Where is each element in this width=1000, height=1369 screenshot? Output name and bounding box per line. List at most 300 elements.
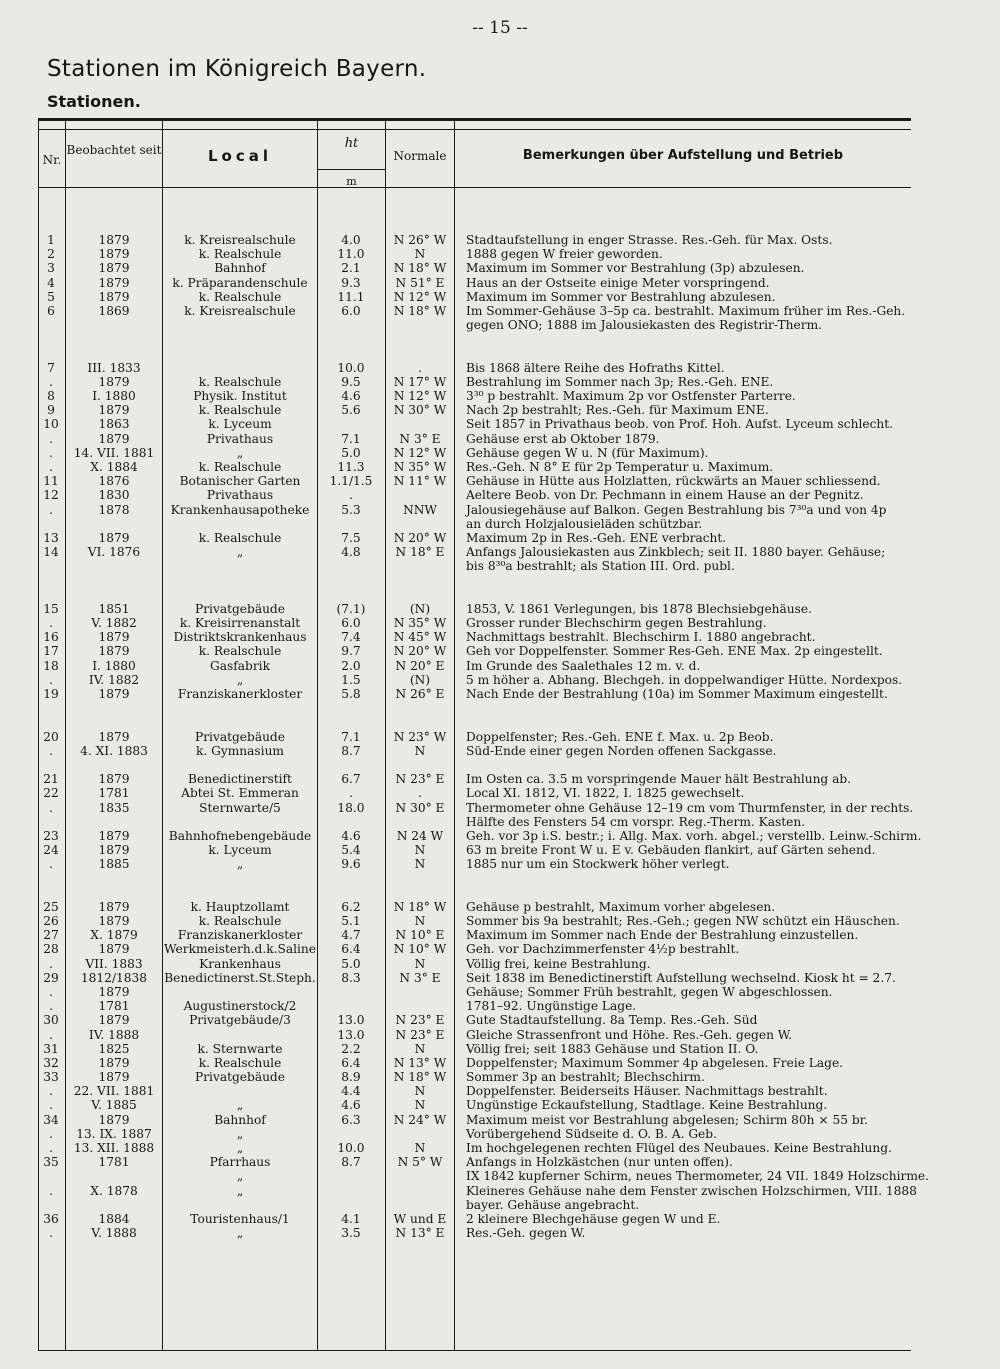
table-row (38, 602, 918, 616)
normale-direction: N (414, 1141, 426, 1155)
remarks-text: Vorübergehend Südseite d. O. B. A. Geb. (466, 1126, 717, 1141)
station-number: 28 (43, 942, 59, 957)
observed-since: 1879 (98, 1112, 130, 1127)
station-number: 17 (43, 644, 59, 659)
remarks-text: Seit 1857 in Privathaus beob. von Prof. Hoh. Aufst. Lyceum schlecht. (466, 417, 894, 432)
table-row (38, 1113, 918, 1127)
height-value: (7.1) (336, 601, 366, 616)
header-ht: ht (344, 136, 359, 151)
normale-direction: N 3° E (399, 970, 441, 985)
table-row (38, 1056, 918, 1070)
row-spacer (38, 588, 918, 602)
station-number: 9 (47, 403, 55, 418)
station-location: k. Lyceum (208, 417, 272, 432)
station-location: k. Realschule (198, 403, 282, 418)
normale-direction: N 23° E (395, 1013, 445, 1028)
normale-direction: N 18° E (395, 545, 445, 560)
height-value: 7.1 (341, 729, 361, 744)
station-number: 4 (47, 275, 55, 290)
table-row (38, 361, 918, 375)
observed-since: 1879 (98, 828, 130, 843)
station-number: 19 (43, 687, 59, 701)
table-row (38, 247, 918, 261)
station-number: . (49, 460, 53, 474)
table-row (38, 233, 918, 247)
height-value: 4.6 (341, 1098, 361, 1113)
height-value: 4.0 (341, 233, 361, 247)
station-number: . (49, 1027, 53, 1042)
station-location: Bahnhof (214, 1112, 266, 1127)
remarks-text: Ungünstige Eckaufstellung, Stadtlage. Keine Bestrahlung. (466, 1098, 828, 1113)
normale-direction: N (414, 1041, 426, 1056)
observed-since: 1879 (98, 261, 130, 276)
station-location: Sternwarte/5 (199, 800, 281, 815)
height-value: 9.3 (341, 275, 361, 290)
remarks-text: Local XI. 1812, VI. 1822, I. 1825 gewechselt. (466, 786, 745, 801)
table-row (38, 687, 918, 701)
station-number: 18 (43, 658, 59, 673)
normale-direction: N 13° W (393, 1055, 447, 1070)
station-number: 11 (43, 474, 59, 489)
table-row (38, 1098, 918, 1112)
height-value: 5.0 (341, 956, 361, 971)
row-spacer (38, 701, 918, 715)
station-location: Privatgebäude (195, 601, 285, 616)
normale-direction: N (414, 956, 426, 971)
table-row (38, 843, 918, 857)
station-number: . (49, 1141, 53, 1155)
observed-since: 1879 (98, 729, 130, 744)
height-value: 11.3 (337, 460, 365, 474)
normale-direction: W und E (393, 1211, 447, 1226)
remarks-text: Sommer 3p an bestrahlt; Blechschirm. (466, 1070, 705, 1085)
observed-since: I. 1880 (92, 658, 136, 673)
table-row (38, 503, 918, 517)
table-row (38, 1184, 918, 1198)
table-row (38, 1169, 929, 1184)
remarks-text: bis 8³⁰a bestrahlt; als Station III. Ord. publ. (466, 559, 735, 574)
station-number: 1 (47, 233, 55, 247)
height-value: . (349, 786, 353, 801)
observed-since: 1885 (98, 857, 130, 872)
height-value: 6.3 (341, 1112, 361, 1127)
height-value: 6.2 (341, 899, 361, 914)
station-number: . (49, 431, 53, 446)
observed-since: I. 1880 (92, 389, 136, 404)
station-location: k. Kreisrealschule (184, 303, 296, 318)
header-bottom-rule (39, 187, 911, 188)
table-row (38, 1013, 918, 1027)
table-row (38, 1155, 918, 1169)
height-value: 5.6 (341, 403, 361, 418)
table-row (38, 999, 918, 1013)
observed-since: 1781 (98, 786, 130, 801)
remarks-text: 63 m breite Front W u. E v. Gebäuden flankirt, auf Gärten sehend. (466, 843, 876, 858)
height-value: 1.5 (341, 672, 361, 687)
station-location: k. Realschule (198, 247, 282, 262)
remarks-text: Doppelfenster; Res.-Geh. ENE f. Max. u. 2p Beob. (466, 729, 774, 744)
table-row (38, 801, 918, 815)
height-value: 9.7 (341, 644, 361, 659)
observed-since: 1879 (98, 275, 130, 290)
observed-since: 1869 (98, 303, 130, 318)
station-location: Pfarrhaus (209, 1155, 271, 1170)
station-location: Distriktskrankenhaus (173, 630, 307, 645)
observed-since: X. 1884 (90, 460, 138, 474)
height-value: 3.5 (341, 1226, 361, 1241)
table-row (38, 290, 918, 304)
table-row (38, 403, 918, 417)
remarks-text: Gehäuse gegen W u. N (für Maximum). (466, 445, 709, 460)
station-number: . (49, 1183, 53, 1198)
normale-direction: N 5° W (397, 1155, 443, 1170)
table-row (38, 971, 918, 985)
station-location: „ (236, 1226, 244, 1241)
remarks-text: Grosser runder Blechschirm gegen Bestrahlung. (466, 616, 767, 631)
normale-direction: N 18° W (393, 261, 447, 276)
table-row (38, 659, 918, 673)
normale-direction: N (414, 1098, 426, 1113)
normale-direction: N 10° E (395, 928, 445, 943)
remarks-text: Doppelfenster; Maximum Sommer 4p abgelesen. Freie Lage. (466, 1055, 844, 1070)
station-number: 5 (47, 289, 55, 304)
header-nr: Nr. (42, 153, 62, 167)
observed-since: 1835 (98, 800, 130, 815)
table-row (38, 744, 918, 758)
station-location: „ (236, 1169, 244, 1184)
height-value: 4.6 (341, 389, 361, 404)
observed-since: 14. VII. 1881 (73, 445, 155, 460)
header-beobachtet: Beobachtet seit (66, 143, 162, 157)
station-location: k. Gymnasium (196, 743, 284, 758)
table-row (38, 488, 918, 502)
station-number: . (49, 1084, 53, 1099)
station-location: k. Kreisirrenanstalt (179, 616, 301, 631)
height-value: 8.9 (341, 1070, 361, 1085)
station-number: 7 (47, 360, 55, 375)
station-number: . (49, 672, 53, 687)
station-number: 32 (43, 1055, 59, 1070)
height-value: 10.0 (337, 360, 365, 375)
station-location: Physik. Institut (193, 389, 287, 404)
remarks-text: 2 kleinere Blechgehäuse gegen W und E. (466, 1211, 721, 1226)
observed-since: 1879 (98, 942, 130, 957)
station-number: . (49, 984, 53, 999)
observed-since: 1879 (98, 233, 130, 247)
remarks-text: Gehäuse p bestrahlt, Maximum vorher abgelesen. (466, 899, 776, 914)
station-number: 23 (43, 828, 59, 843)
height-value: 5.3 (341, 502, 361, 517)
normale-direction: N 10° W (393, 942, 447, 957)
remarks-text: Anfangs in Holzkästchen (nur unten offen). (466, 1155, 733, 1170)
station-location: „ (236, 1126, 244, 1141)
table-row (38, 432, 918, 446)
remarks-text: Nach Ende der Bestrahlung (10a) im Sommer Maximum eingestellt. (466, 687, 888, 701)
station-number: 29 (43, 970, 59, 985)
header-normale: Normale (393, 149, 447, 163)
normale-direction: N 17° W (393, 374, 447, 389)
table-row (38, 474, 918, 488)
station-number: 25 (43, 899, 59, 914)
normale-direction: N 18° W (393, 899, 447, 914)
station-number: . (49, 374, 53, 389)
height-value: 18.0 (337, 800, 365, 815)
station-location: k. Realschule (198, 1055, 282, 1070)
header-rule (39, 129, 911, 130)
station-number: 27 (43, 928, 59, 943)
section-subtitle: Stationen. (47, 92, 141, 111)
station-number: 13 (43, 530, 59, 545)
station-number: 22 (43, 786, 59, 801)
station-location: Krankenhaus (199, 956, 281, 971)
row-spacer (38, 332, 918, 346)
station-location: Augustinerstock/2 (183, 999, 297, 1014)
observed-since: 1879 (98, 403, 130, 418)
height-value: 5.0 (341, 445, 361, 460)
station-number: 35 (43, 1155, 59, 1170)
observed-since: VII. 1883 (85, 956, 143, 971)
normale-direction: NNW (403, 502, 437, 517)
normale-direction: (N) (409, 672, 431, 687)
normale-direction: N 24 W (396, 828, 444, 843)
normale-direction: (N) (409, 601, 431, 616)
remarks-text: Anfangs Jalousiekasten aus Zinkblech; seit II. 1880 bayer. Gehäuse; (466, 545, 886, 560)
station-location: „ (236, 545, 244, 560)
remarks-text: 1853, V. 1861 Verlegungen, bis 1878 Blechsiebgehäuse. (466, 601, 812, 616)
observed-since: 1830 (98, 488, 130, 503)
station-number: 24 (43, 843, 59, 858)
table-row (38, 985, 918, 999)
remarks-text: 1781–92. Ungünstige Lage. (466, 999, 637, 1014)
station-number: 21 (43, 772, 59, 787)
station-location: k. Hauptzollamt (190, 899, 290, 914)
station-location: „ (236, 1098, 244, 1113)
height-value: 2.2 (341, 1041, 361, 1056)
table-row (38, 559, 918, 573)
station-number: . (49, 1098, 53, 1113)
height-value: 6.0 (341, 303, 361, 318)
station-number: 8 (47, 389, 55, 404)
observed-since: 1876 (98, 474, 130, 489)
table-row (38, 375, 918, 389)
station-location: k. Realschule (198, 530, 282, 545)
observed-since: 1879 (98, 431, 130, 446)
observed-since: 1825 (98, 1041, 130, 1056)
normale-direction: N 20° W (393, 644, 447, 659)
remarks-text: 3³⁰ p bestrahlt. Maximum 2p vor Ostfenster Parterre. (466, 389, 796, 404)
ht-unit-rule (318, 169, 385, 170)
table-row (38, 1127, 918, 1141)
normale-direction: N (414, 914, 426, 928)
remarks-text: Thermometer ohne Gehäuse 12–19 cm vom Thurmfenster, in der rechts. (466, 800, 914, 815)
remarks-text: Maximum im Sommer vor Bestrahlung abzulesen. (466, 289, 776, 304)
table-row (38, 460, 918, 474)
station-location: k. Realschule (198, 289, 282, 304)
station-location: k. Realschule (198, 374, 282, 389)
normale-direction: N 51° E (395, 275, 445, 290)
station-location: Benedictinerstift (188, 772, 292, 787)
height-value: 5.8 (341, 687, 361, 701)
normale-direction: N 30° E (395, 800, 445, 815)
observed-since: 1879 (98, 687, 130, 701)
table-row (38, 318, 918, 332)
normale-direction: N (414, 857, 426, 872)
height-value: 8.7 (341, 743, 361, 758)
observed-since: X. 1879 (90, 928, 138, 943)
height-value: 8.7 (341, 1155, 361, 1170)
remarks-text: IX 1842 kupferner Schirm, neues Thermometer, 24 VII. 1849 Holzschirme. (466, 1169, 929, 1184)
table-row (38, 545, 918, 559)
station-number: . (49, 445, 53, 460)
row-spacer (38, 715, 918, 729)
table-row (38, 1212, 918, 1226)
station-location: „ (236, 1141, 244, 1155)
observed-since: 13. IX. 1887 (76, 1126, 152, 1141)
observed-since: 1879 (98, 984, 130, 999)
height-value: 4.4 (341, 1084, 361, 1099)
observed-since: 4. XI. 1883 (80, 743, 148, 758)
station-number: 12 (43, 488, 59, 503)
table-row (38, 772, 918, 786)
height-value: 6.7 (341, 772, 361, 787)
station-location: k. Lyceum (208, 843, 272, 858)
normale-direction: N 35° W (393, 616, 447, 631)
height-value: . (349, 488, 353, 503)
remarks-text: Res.-Geh. N 8° E für 2p Temperatur u. Maximum. (466, 460, 774, 474)
station-location: Abtei St. Emmeran (181, 786, 299, 801)
table-row (38, 900, 918, 914)
header-bemerkungen: Bemerkungen über Aufstellung und Betrieb (522, 148, 844, 163)
observed-since: 1884 (98, 1211, 130, 1226)
table-row (38, 942, 918, 956)
height-value: 5.1 (341, 914, 361, 928)
observed-since: 13. XII. 1888 (73, 1141, 155, 1155)
normale-direction: N 12° W (393, 289, 447, 304)
station-location: k. Präparandenschule (172, 275, 308, 290)
observed-since: 1879 (98, 772, 130, 787)
remarks-text: Gute Stadtaufstellung. 8a Temp. Res.-Geh. Süd (466, 1013, 758, 1028)
height-value: 6.4 (341, 942, 361, 957)
station-location: Bahnhofnebengebäude (168, 828, 312, 843)
observed-since: 1879 (98, 289, 130, 304)
remarks-text: Nach 2p bestrahlt; Res.-Geh. für Maximum ENE. (466, 403, 769, 418)
observed-since: 1879 (98, 843, 130, 858)
row-spacer (38, 871, 918, 885)
row-spacer (38, 758, 918, 772)
table-row (38, 1028, 918, 1042)
station-number: 10 (43, 417, 59, 432)
station-number: . (49, 800, 53, 815)
remarks-text: Süd-Ende einer gegen Norden offenen Sackgasse. (466, 743, 777, 758)
remarks-text: Nachmittags bestrahlt. Blechschirm I. 1880 angebracht. (466, 630, 816, 645)
observed-since: VI. 1876 (87, 545, 141, 560)
normale-direction: N 3° E (399, 431, 441, 446)
station-location: „ (236, 672, 244, 687)
table-row (38, 1042, 918, 1056)
page-title: Stationen im Königreich Bayern. (47, 56, 427, 82)
station-location: Botanischer Garten (179, 474, 301, 489)
station-location: „ (236, 445, 244, 460)
station-number: . (49, 956, 53, 971)
observed-since: 1879 (98, 247, 130, 262)
observed-since: 1879 (98, 1013, 130, 1028)
normale-direction: N (414, 743, 426, 758)
table-row (38, 1198, 918, 1212)
height-value: 11.0 (337, 247, 365, 262)
observed-since: IV. 1888 (88, 1027, 140, 1042)
remarks-text: Geh vor Doppelfenster. Sommer Res-Geh. ENE Max. 2p eingestellt. (466, 644, 883, 659)
height-value: 2.1 (341, 261, 361, 276)
observed-since: 1878 (98, 502, 130, 517)
observed-since: 1879 (98, 644, 130, 659)
normale-direction: N 18° W (393, 303, 447, 318)
remarks-text: Res.-Geh. gegen W. (466, 1226, 586, 1241)
page-number: -- 15 -- (472, 18, 528, 38)
height-value: 4.7 (341, 928, 361, 943)
normale-direction: N 26° W (393, 233, 447, 247)
remarks-text: Hälfte des Fensters 54 cm vorspr. Reg.-Therm. Kasten. (466, 814, 806, 829)
height-value: 4.8 (341, 545, 361, 560)
observed-since: 1879 (98, 1055, 130, 1070)
station-number: 30 (43, 1013, 59, 1028)
normale-direction: N 20° E (395, 658, 445, 673)
height-value: 7.5 (341, 530, 361, 545)
remarks-text: Im Osten ca. 3.5 m vorspringende Mauer hält Bestrahlung ab. (466, 772, 852, 787)
station-location: k. Kreisrealschule (184, 233, 296, 247)
table-row (38, 815, 918, 829)
observed-since: X. 1878 (90, 1183, 138, 1198)
table-row (38, 730, 918, 744)
normale-direction: N (414, 1084, 426, 1099)
remarks-text: Stadtaufstellung in enger Strasse. Res.-Geh. für Max. Osts. (466, 233, 833, 247)
height-value: 1.1/1.5 (329, 474, 373, 489)
normale-direction: N 12° W (393, 445, 447, 460)
table-row (38, 644, 918, 658)
observed-since: 1879 (98, 374, 130, 389)
remarks-text: Gehäuse in Hütte aus Holzlatten, rückwärts an Mauer schliessend. (466, 474, 881, 489)
table-row (38, 389, 918, 403)
table-row (38, 1070, 918, 1084)
remarks-text: an durch Holzjalousieläden schützbar. (466, 516, 703, 531)
station-number: 16 (43, 630, 59, 645)
station-number: . (49, 502, 53, 517)
table-row (38, 786, 918, 800)
table-body (38, 233, 929, 1241)
normale-direction: N 45° W (393, 630, 447, 645)
table-row (38, 828, 922, 843)
observed-since: V. 1885 (91, 1098, 137, 1113)
observed-since: 22. VII. 1881 (73, 1084, 155, 1099)
table-row (38, 616, 918, 630)
station-location: k. Realschule (198, 460, 282, 474)
station-location: Franziskanerkloster (177, 687, 303, 701)
remarks-text: 1885 nur um ein Stockwerk höher verlegt. (466, 857, 730, 872)
station-number: . (49, 999, 53, 1014)
station-location: Benedictinerst.St.Steph. (164, 970, 316, 985)
remarks-text: Seit 1838 im Benedictinerstift Aufstellung wechselnd. Kiosk ht = 2.7. (466, 970, 896, 985)
remarks-text: Maximum meist vor Bestrahlung abgelesen; Schirm 80h × 55 br. (466, 1112, 869, 1127)
remarks-text: Im hochgelegenen rechten Flügel des Neubaues. Keine Bestrahlung. (466, 1141, 892, 1155)
table-row (38, 417, 918, 431)
height-value: 7.4 (341, 630, 361, 645)
normale-direction: N 12° W (393, 389, 447, 404)
table-row (38, 276, 918, 290)
height-value: 7.1 (341, 431, 361, 446)
normale-direction: N 13° E (395, 1226, 445, 1241)
station-location: k. Sternwarte (197, 1041, 283, 1056)
height-value: 13.0 (337, 1013, 365, 1028)
height-value: 11.1 (337, 289, 365, 304)
